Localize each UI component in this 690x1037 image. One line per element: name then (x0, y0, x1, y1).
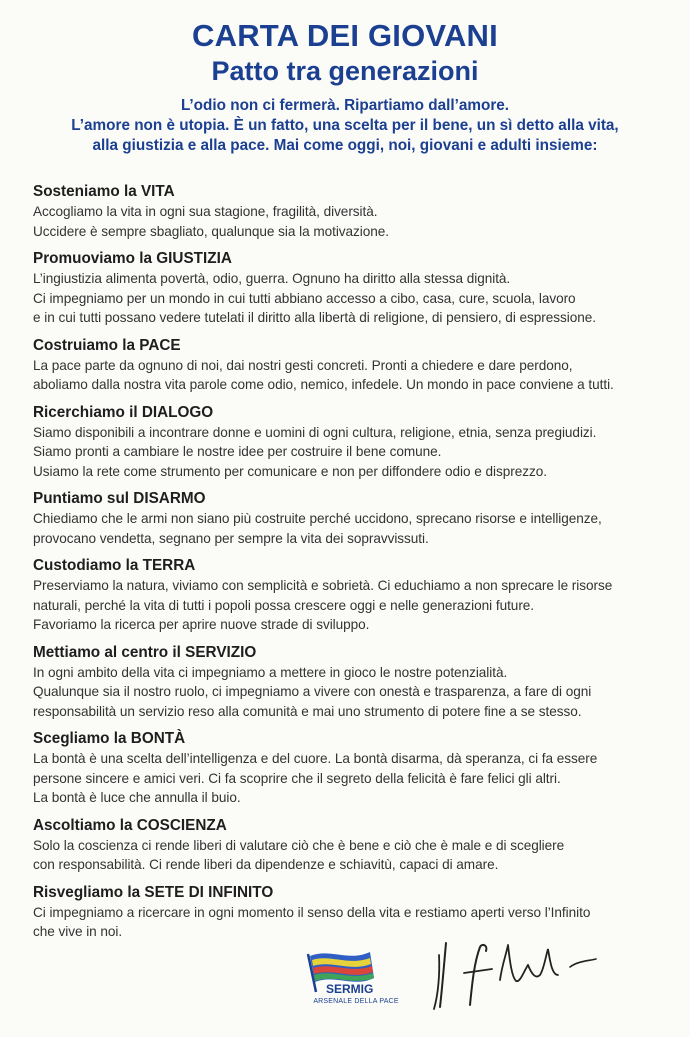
commitment-section (33, 816, 673, 875)
commitment-section (33, 182, 673, 241)
commitments-list (33, 182, 673, 950)
section-heading: Costruiamo la PACE (33, 336, 181, 354)
section-heading: Risvegliamo la SETE DI INFINITO (33, 883, 274, 901)
intro-line: L’odio non ci fermerà. Ripartiamo dall’amore. (180, 97, 510, 114)
section-text-line: Uccidere è sempre sbagliato, qualunque sia la motivazione. (33, 223, 390, 239)
logo-name: SERMIG (326, 982, 374, 996)
section-text-line: Accogliamo la vita in ogni sua stagione, fragilità, diversità. (33, 204, 378, 219)
commitment-section (33, 643, 673, 722)
section-heading: Mettiamo al centro il SERVIZIO (33, 643, 257, 661)
section-text-line: In ogni ambito della vita ci impegniamo a mettere in gioco le nostre potenzialità. (33, 664, 508, 680)
section-heading: Ricerchiamo il DIALOGO (33, 403, 214, 421)
section-text-line: che vive in noi. (33, 924, 123, 939)
handwritten-signature-icon (430, 935, 610, 1015)
section-text-line: La bontà è luce che annulla il buio. (33, 790, 241, 805)
commitment-section (33, 883, 673, 942)
section-text-line: Siamo pronti a cambiare le nostre idee per costruire il bene comune. (33, 444, 442, 459)
logo-tagline: ARSENALE DELLA PACE (313, 998, 399, 1005)
section-text-line: Qualunque sia il nostro ruolo, ci impegniamo a vivere con onestà e trasparenza, a fare di ogni (33, 684, 592, 699)
intro-text (0, 96, 690, 156)
commitment-section (33, 556, 673, 635)
section-text-line: aboliamo dalla nostra vita parole come odio, nemico, infedele. Un mondo in pace conviene a tutti. (33, 377, 614, 392)
section-text-line: e in cui tutti possano vedere tutelati il diritto alla libertà di religione, di pensiero, di espressione. (33, 310, 596, 325)
section-heading: Puntiamo sul DISARMO (33, 490, 206, 507)
section-heading: Ascoltiamo la COSCIENZA (33, 816, 227, 834)
section-text-line: Favoriamo la ricerca per aprire nuove strade di sviluppo. (33, 617, 370, 632)
section-text-line: provocano vendetta, segnano per sempre la vita dei sopravvissuti. (33, 530, 429, 546)
section-text-line: Chiediamo che le armi non siano più costruite perché uccidono, sprecano risorse e intelligenze, (33, 511, 602, 526)
commitment-section (33, 336, 673, 395)
intro-line: alla giustizia e alla pace. Mai come oggi, noi, giovani e adulti insieme: (92, 137, 598, 154)
section-text-line: persone sincere e amici veri. Ci fa scoprire che il segreto della felicità è fare felici gli altri. (33, 770, 561, 786)
section-heading: Scegliamo la BONTÀ (33, 730, 186, 747)
section-text-line: Usiamo la rete come strumento per comunicare e non per diffondere odio e disprezzo. (33, 463, 547, 479)
section-heading: Custodiamo la TERRA (33, 557, 196, 574)
section-text-line: Solo la coscienza ci rende liberi di valutare ciò che è bene e ciò che è male e di scegliere (33, 837, 565, 853)
section-text-line: naturali, perché la vita di tutti i popoli possa crescere oggi e nelle generazioni future. (33, 597, 535, 613)
section-heading: Promuoviamo la GIUSTIZIA (33, 250, 232, 267)
document-title: CARTA DEI GIOVANI (192, 18, 498, 53)
intro-line: L’amore non è utopia. È un fatto, una scelta per il bene, un sì detto alla vita, (71, 117, 619, 134)
section-text-line: Ci impegniamo per un mondo in cui tutti abbiano accesso a cibo, casa, cure, scuola, lavoro (33, 290, 576, 306)
document-subtitle: Patto tra generazioni (211, 56, 479, 86)
section-heading: Sosteniamo la VITA (33, 183, 175, 200)
section-text-line: La pace parte da ognuno di noi, dai nostri gesti concreti. Pronti a chiedere e dare perdono, (33, 357, 573, 373)
section-text-line: Preserviamo la natura, viviamo con semplicità e sobrietà. Ci educhiamo a non sprecare le risorse (33, 578, 613, 593)
commitment-section (33, 403, 673, 482)
section-text-line: Siamo disponibili a incontrare donne e uomini di ogni cultura, religione, etnia, senza pregiudizi. (33, 424, 597, 440)
section-text-line: responsabilità un servizio reso alla comunità e mai uno strumento di potere fine a se stesso. (33, 703, 582, 719)
commitment-section (33, 729, 673, 808)
commitment-section (33, 489, 673, 548)
section-text-line: Ci impegniamo a ricercare in ogni momento il senso della vita e restiamo aperti verso l’Infinito (33, 904, 591, 920)
commitment-section (33, 249, 673, 328)
section-text-line: La bontà è una scelta dell’intelligenza e del cuore. La bontà disarma, dà speranza, ci fa essere (33, 751, 598, 766)
section-text-line: con responsabilità. Ci rende liberi da dipendenze e schiavitù, capaci di amare. (33, 857, 499, 872)
section-text-line: L’ingiustizia alimenta povertà, odio, guerra. Ognuno ha diritto alla stessa dignità. (33, 271, 511, 286)
